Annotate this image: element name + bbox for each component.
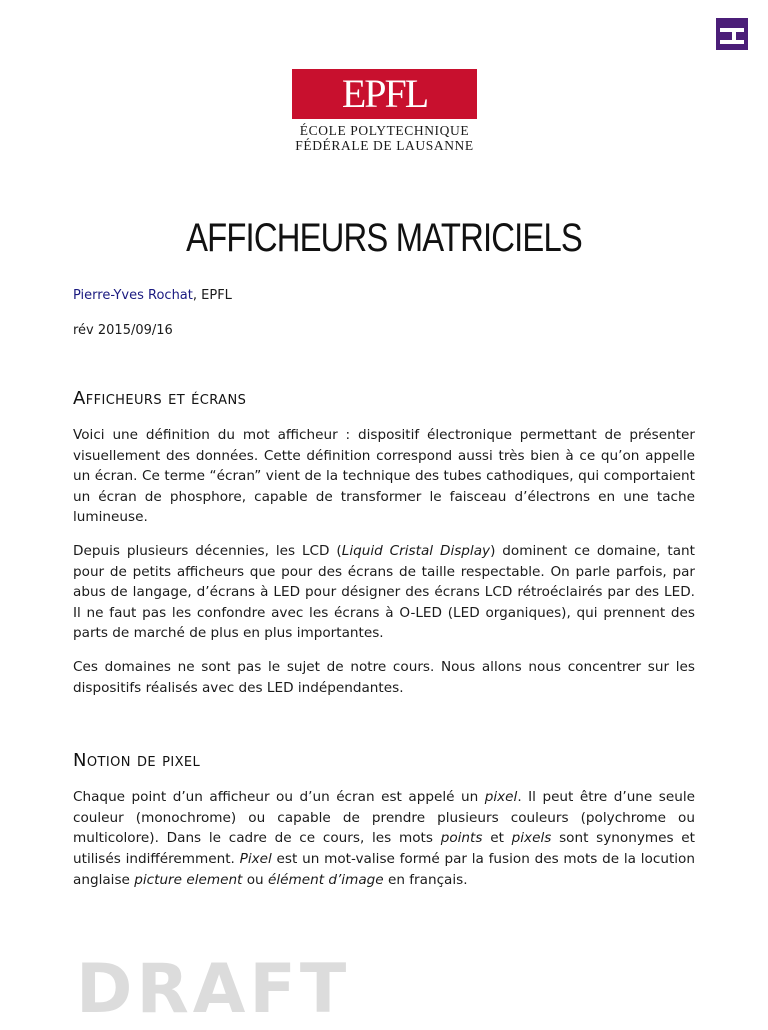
section-heading-afficheurs: Afficheurs et écrans	[73, 388, 247, 409]
epfl-logo	[292, 69, 477, 153]
author-affiliation: , EPFL	[192, 288, 232, 303]
epfl-logo-line1: ÉCOLE POLYTECHNIQUE	[299, 123, 470, 138]
epfl-logo-line2: FÉDÉRALE DE LAUSANNE	[295, 138, 474, 153]
section-heading-pixel: Notion de pixel	[73, 750, 201, 772]
document-title: AFFICHEURS MATRICIELS	[186, 216, 582, 260]
revision-date: rév 2015/09/16	[73, 323, 173, 338]
epfl-logo-mark: EPFL	[292, 69, 477, 119]
paragraph-pixel: Chaque point d’un afficheur ou d’un écran est appelé un pixel. Il peut être d’une seule couleur (monochrome) ou capable de prendre plusieurs couleurs (polychrome ou multicolore). Dans le cadre de ce cours, les mots points et pixels sont synonymes et utilisés indifféremment. Pixel est un mot-valise formé par la fusion des mots de la locution anglaise picture element ou élément d’image en français.	[73, 789, 695, 888]
paragraph-definition: Voici une définition du mot afficheur : dispositif électronique permettant de présenter visuellement des données. Cette définition correspond aussi très bien à ce qu’on appelle un écran. Ce terme “écran” vient de la technique des tubes cathodiques, qui comportaient un écran de phosphore, capable de transformer le faisceau d’électrons en une tache lumineuse.	[73, 427, 695, 526]
paragraph-lcd: Depuis plusieurs décennies, les LCD (Liquid Cristal Display) dominent ce domaine, tant pour de petits afficheurs que pour des écrans de taille respectable. On parle parfois, par abus de langage, d’écrans à LED pour désigner des écrans LCD rétroéclairés par des LED. Il ne faut pas les confondre avec les écrans à O-LED (LED organiques), qui prennent des parts de marché de plus en plus importantes.	[73, 542, 695, 642]
bookmark-corner-icon	[716, 18, 748, 50]
author-line	[73, 288, 232, 303]
draft-watermark: DRAFT	[76, 950, 351, 1029]
paragraph-scope: Ces domaines ne sont pas le sujet de notre cours. Nous allons nous concentrer sur les dispositifs réalisés avec des LED indépendantes.	[73, 658, 695, 696]
lcd-term: Liquid Cristal Display	[341, 542, 491, 559]
document-body	[73, 388, 695, 903]
author-name[interactable]: Pierre-Yves Rochat	[73, 288, 193, 303]
